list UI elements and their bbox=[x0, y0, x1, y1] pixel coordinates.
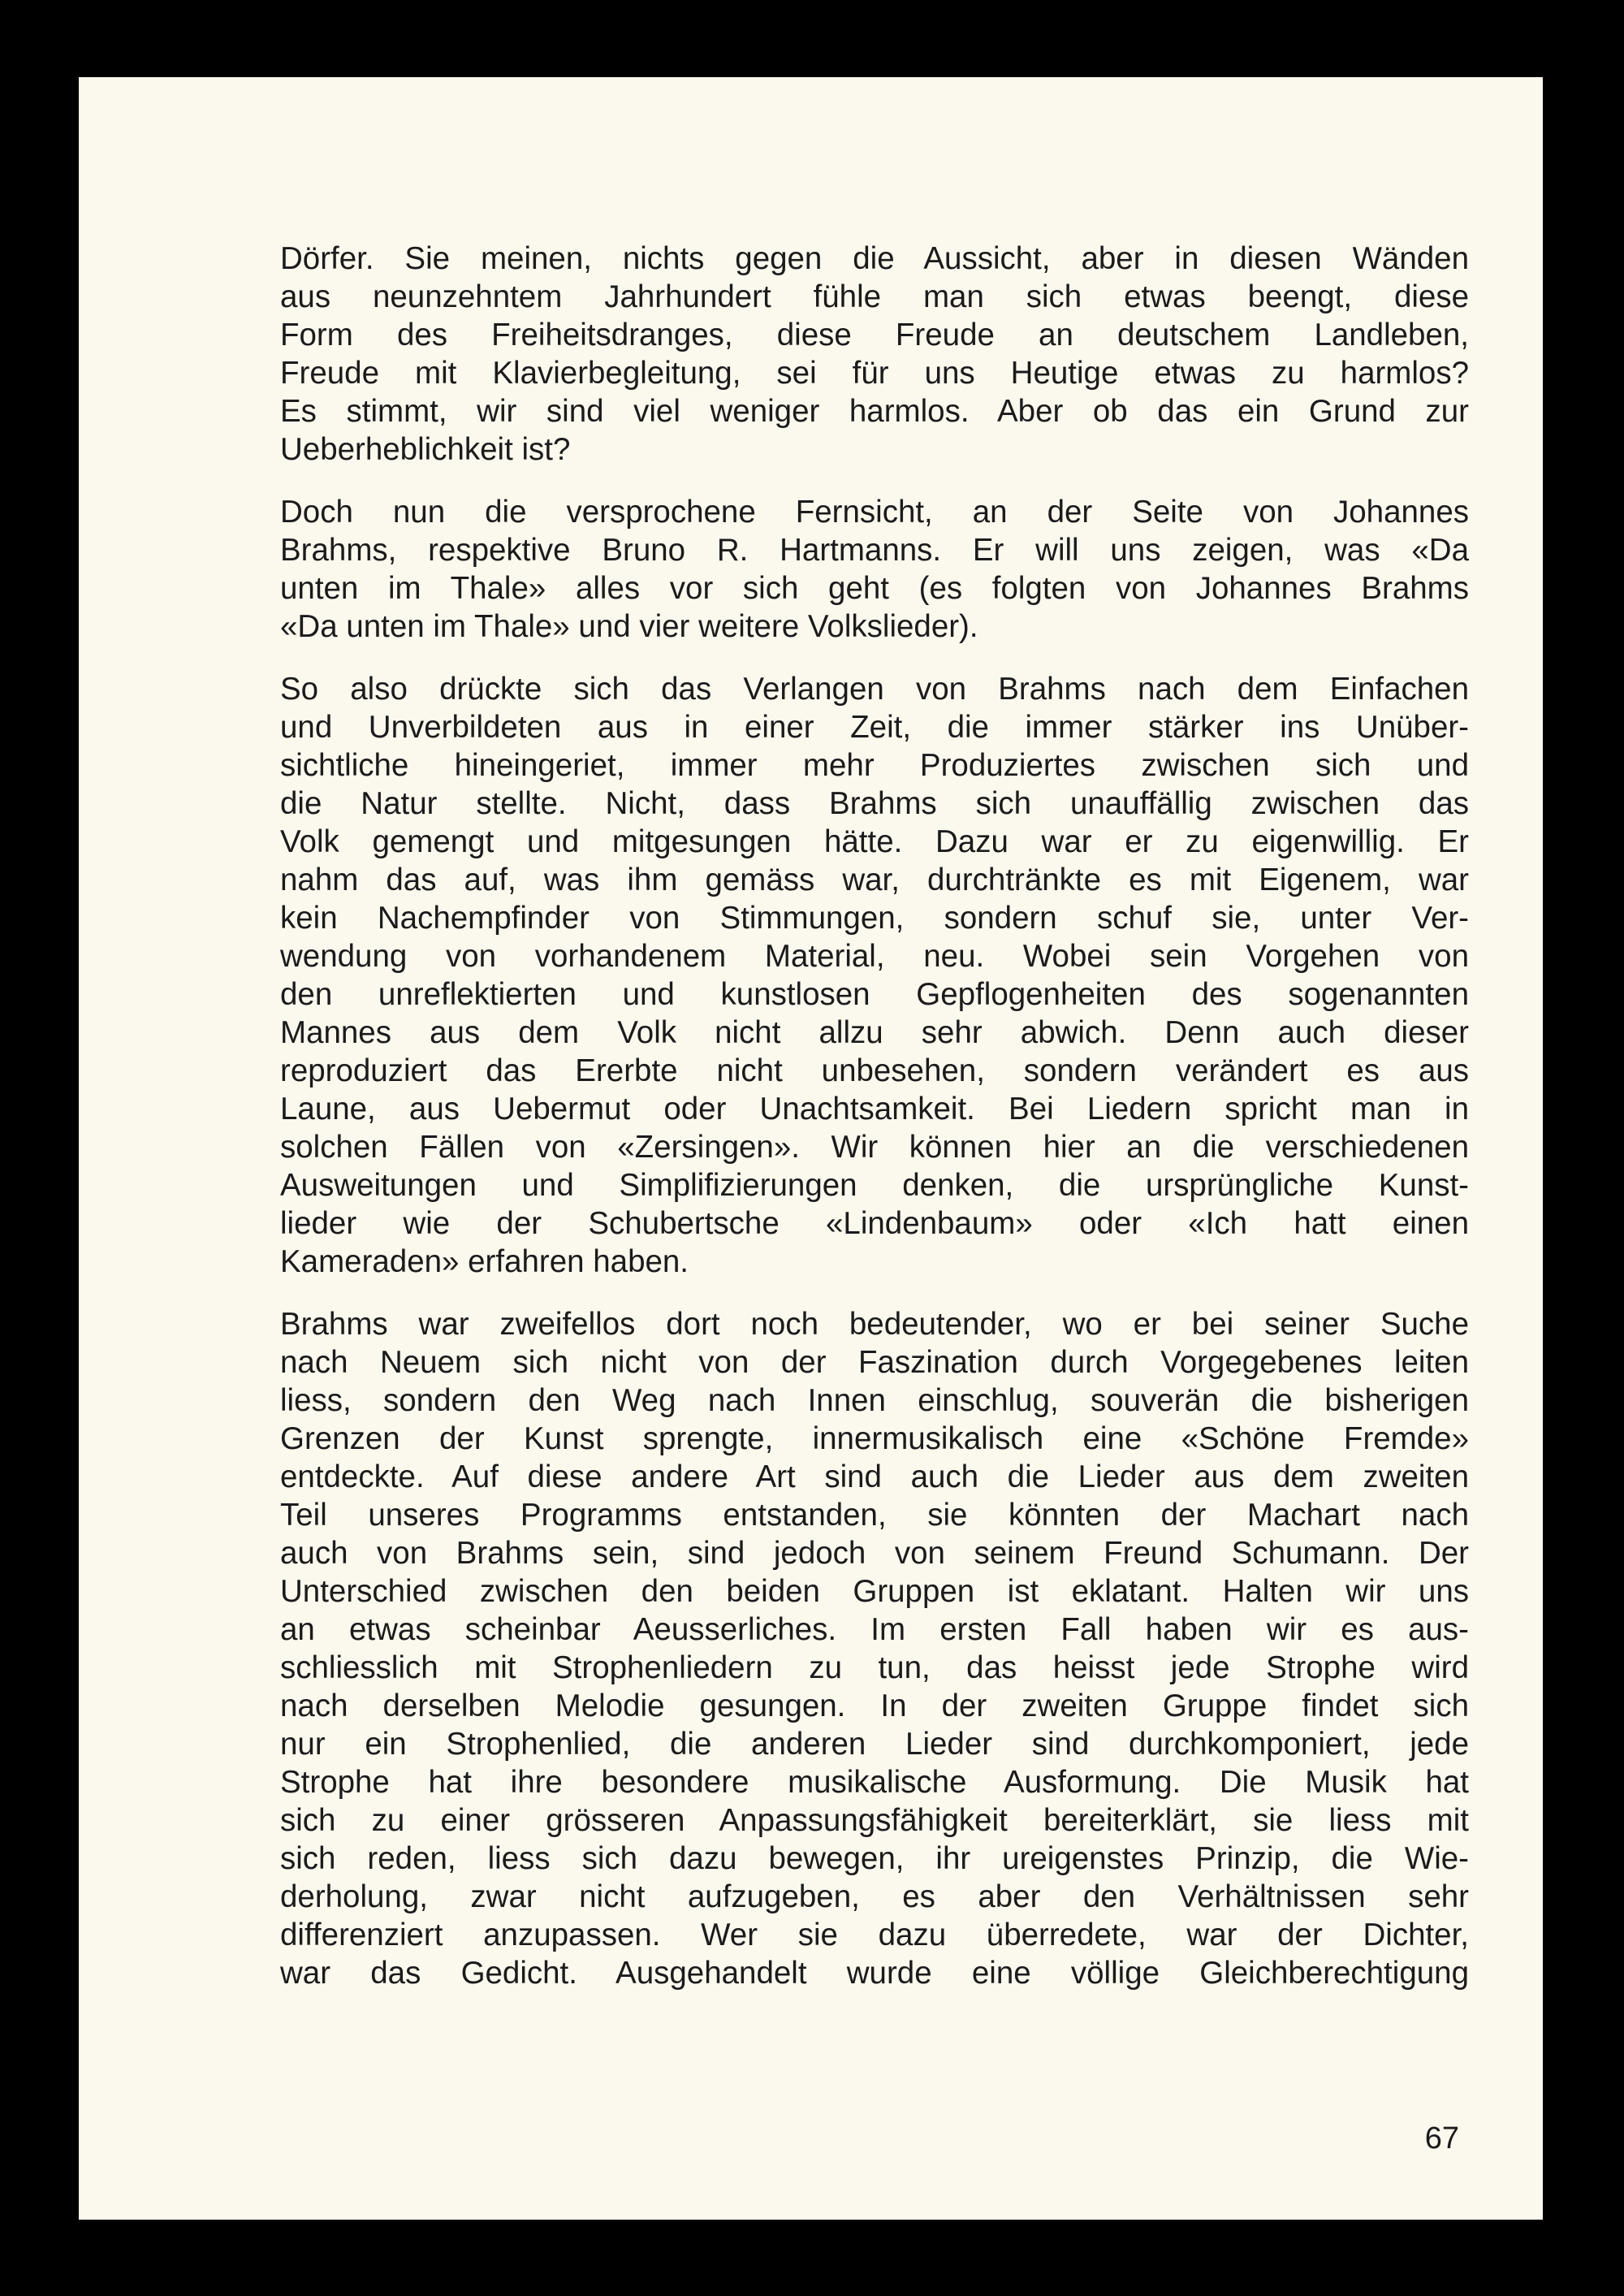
text-line: unten im Thale» alles vor sich geht (es folgten von Johannes Brahms bbox=[280, 571, 1469, 606]
text-line: nahm das auf, was ihm gemäss war, durchtränkte es mit Eigenem, war bbox=[280, 863, 1469, 897]
text-line: Grenzen der Kunst sprengte, innermusikalisch eine «Schöne Fremde» bbox=[280, 1421, 1469, 1456]
paragraph bbox=[280, 1305, 1469, 1992]
text-line: Volk gemengt und mitgesungen hätte. Dazu war er zu eigenwillig. Er bbox=[280, 824, 1469, 859]
text-line: nur ein Strophenlied, die anderen Lieder sind durchkomponiert, jede bbox=[280, 1727, 1469, 1762]
text-line: So also drückte sich das Verlangen von Brahms nach dem Einfachen bbox=[280, 672, 1469, 707]
text-line: Es stimmt, wir sind viel weniger harmlos. Aber ob das ein Grund zur bbox=[280, 394, 1469, 429]
text-line: Teil unseres Programms entstanden, sie könnten der Machart nach bbox=[280, 1498, 1469, 1533]
text-line: die Natur stellte. Nicht, dass Brahms sich unauffällig zwischen das bbox=[280, 786, 1469, 821]
text-line: Freude mit Klavierbegleitung, sei für uns Heutige etwas zu harmlos? bbox=[280, 356, 1469, 391]
text-line: «Da unten im Thale» und vier weitere Volkslieder). bbox=[280, 609, 978, 644]
text-line: sich zu einer grösseren Anpassungsfähigkeit bereiterklärt, sie liess mit bbox=[280, 1803, 1469, 1838]
text-line: auch von Brahms sein, sind jedoch von seinem Freund Schumann. Der bbox=[280, 1536, 1469, 1571]
text-line: schliesslich mit Strophenliedern zu tun, das heisst jede Strophe wird bbox=[280, 1650, 1469, 1685]
text-line: Laune, aus Uebermut oder Unachtsamkeit. Bei Liedern spricht man in bbox=[280, 1092, 1469, 1126]
text-line: reproduziert das Ererbte nicht unbesehen, sondern verändert es aus bbox=[280, 1053, 1469, 1088]
text-line: Brahms, respektive Bruno R. Hartmanns. Er will uns zeigen, was «Da bbox=[280, 533, 1469, 568]
text-line: lieder wie der Schubertsche «Lindenbaum» oder «Ich hatt einen bbox=[280, 1206, 1469, 1241]
text-line: sichtliche hineingeriet, immer mehr Produziertes zwischen sich und bbox=[280, 748, 1469, 783]
text-line: sich reden, liess sich dazu bewegen, ihr ureigenstes Prinzip, die Wie- bbox=[280, 1841, 1469, 1876]
text-line: Mannes aus dem Volk nicht allzu sehr abwich. Denn auch dieser bbox=[280, 1015, 1469, 1050]
text-line: den unreflektierten und kunstlosen Gepflogenheiten des sogenannten bbox=[280, 977, 1469, 1012]
text-line: differenziert anzupassen. Wer sie dazu überredete, war der Dichter, bbox=[280, 1918, 1469, 1952]
text-line: nach derselben Melodie gesungen. In der zweiten Gruppe findet sich bbox=[280, 1688, 1469, 1723]
body-text bbox=[280, 240, 1469, 2017]
document-page bbox=[79, 77, 1543, 2220]
text-line: Ueberheblichkeit ist? bbox=[280, 432, 571, 467]
text-line: aus neunzehntem Jahrhundert fühle man sich etwas beengt, diese bbox=[280, 279, 1469, 314]
text-line: an etwas scheinbar Aeusserliches. Im ersten Fall haben wir es aus- bbox=[280, 1612, 1469, 1647]
text-line: Doch nun die versprochene Fernsicht, an der Seite von Johannes bbox=[280, 495, 1469, 530]
text-line: Strophe hat ihre besondere musikalische Ausformung. Die Musik hat bbox=[280, 1765, 1469, 1800]
paragraph bbox=[280, 670, 1469, 1281]
text-line: Dörfer. Sie meinen, nichts gegen die Aussicht, aber in diesen Wänden bbox=[280, 241, 1469, 276]
paragraph bbox=[280, 240, 1469, 469]
text-line: war das Gedicht. Ausgehandelt wurde eine völlige Gleichberechtigung bbox=[280, 1956, 1469, 1991]
text-line: kein Nachempfinder von Stimmungen, sondern schuf sie, unter Ver- bbox=[280, 901, 1469, 936]
text-line: Ausweitungen und Simplifizierungen denken, die ursprüngliche Kunst- bbox=[280, 1168, 1469, 1203]
text-line: liess, sondern den Weg nach Innen einschlug, souverän die bisherigen bbox=[280, 1383, 1469, 1418]
page-number: 67 bbox=[1424, 2121, 1459, 2155]
text-line: derholung, zwar nicht aufzugeben, es aber den Verhältnissen sehr bbox=[280, 1879, 1469, 1914]
text-line: Brahms war zweifellos dort noch bedeutender, wo er bei seiner Suche bbox=[280, 1307, 1469, 1342]
paragraph bbox=[280, 493, 1469, 646]
text-line: und Unverbildeten aus in einer Zeit, die immer stärker ins Unüber- bbox=[280, 710, 1469, 745]
text-line: entdeckte. Auf diese andere Art sind auch die Lieder aus dem zweiten bbox=[280, 1459, 1469, 1494]
text-line: Unterschied zwischen den beiden Gruppen ist eklatant. Halten wir uns bbox=[280, 1574, 1469, 1609]
text-line: Form des Freiheitsdranges, diese Freude an deutschem Landleben, bbox=[280, 318, 1469, 352]
text-line: wendung von vorhandenem Material, neu. Wobei sein Vorgehen von bbox=[280, 939, 1469, 974]
text-line: solchen Fällen von «Zersingen». Wir können hier an die verschiedenen bbox=[280, 1130, 1469, 1165]
text-line: Kameraden» erfahren haben. bbox=[280, 1244, 689, 1279]
text-line: nach Neuem sich nicht von der Faszination durch Vorgegebenes leiten bbox=[280, 1345, 1469, 1380]
